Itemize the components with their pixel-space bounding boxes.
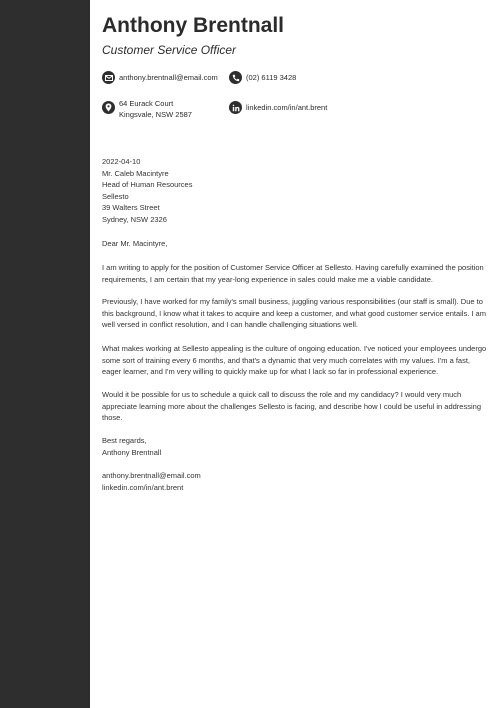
email-icon: [102, 71, 115, 84]
closing: Best regards,: [102, 436, 147, 445]
linkedin-icon: [229, 101, 242, 114]
recipient-name: Mr. Caleb Macintyre: [102, 168, 169, 178]
letter-date: 2022-04-10: [102, 157, 141, 166]
contact-linkedin[interactable]: [229, 101, 327, 114]
sign-off: [102, 435, 490, 458]
footer-linkedin[interactable]: linkedin.com/in/ant.brent: [102, 482, 184, 492]
linkedin-text: linkedin.com/in/ant.brent: [246, 103, 328, 112]
job-title: Customer Service Officer: [102, 43, 237, 57]
applicant-name: Anthony Brentnall: [102, 14, 284, 37]
address-line2: Kingsvale, NSW 2587: [119, 110, 192, 119]
footer-contact: [102, 470, 490, 493]
recipient-city: Sydney, NSW 2326: [102, 214, 167, 224]
recipient-company: Sellesto: [102, 191, 129, 201]
address-line1: 64 Eurack Court: [119, 99, 174, 108]
paragraph-4: Would it be possible for us to schedule a quick call to discuss the role and my candidacy? I would very much appreciate learning more about the challenges Sellesto is facing, and describe how I could be useful in addressing those.: [102, 390, 481, 422]
signature: Anthony Brentnall: [102, 447, 162, 457]
phone-icon: [229, 71, 242, 84]
sidebar: [0, 0, 90, 708]
phone-text: (02) 6119 3428: [246, 73, 297, 82]
footer-email[interactable]: anthony.brentnall@email.com: [102, 471, 201, 480]
recipient-title: Head of Human Resources: [102, 180, 193, 189]
contact-address: [102, 97, 192, 120]
location-icon: [102, 101, 115, 114]
contact-email[interactable]: [102, 71, 218, 84]
recipient-street: 39 Walters Street: [102, 203, 160, 212]
recipient-block: [102, 156, 490, 225]
contact-phone[interactable]: [229, 71, 296, 84]
paragraph-3: What makes working at Sellesto appealing is the culture of ongoing education. I've noticed your employees undergo some sort of training every 6 months, and that's a dynamic that very much correlates with my values. I'm a fast, eager learner, and I'm very willing to quickly make up for what I lack so far in professional experience.: [102, 344, 487, 376]
paragraph-2: Previously, I have worked for my family's small business, juggling various responsibilities (our staff is small). Due to this background, I know what it takes to acquire and keep a customer, and what good customer service entails. I am well versed in conflict resolution, and I can handle challenging situations well.: [102, 297, 486, 329]
greeting: Dear Mr. Macintyre,: [102, 239, 168, 248]
email-text: anthony.brentnall@email.com: [119, 73, 218, 82]
paragraph-1: I am writing to apply for the position of Customer Service Officer at Sellesto. Having carefully examined the position requirements, I am certain that my year-long experience in sales could make me a viable candidate.: [102, 263, 484, 284]
